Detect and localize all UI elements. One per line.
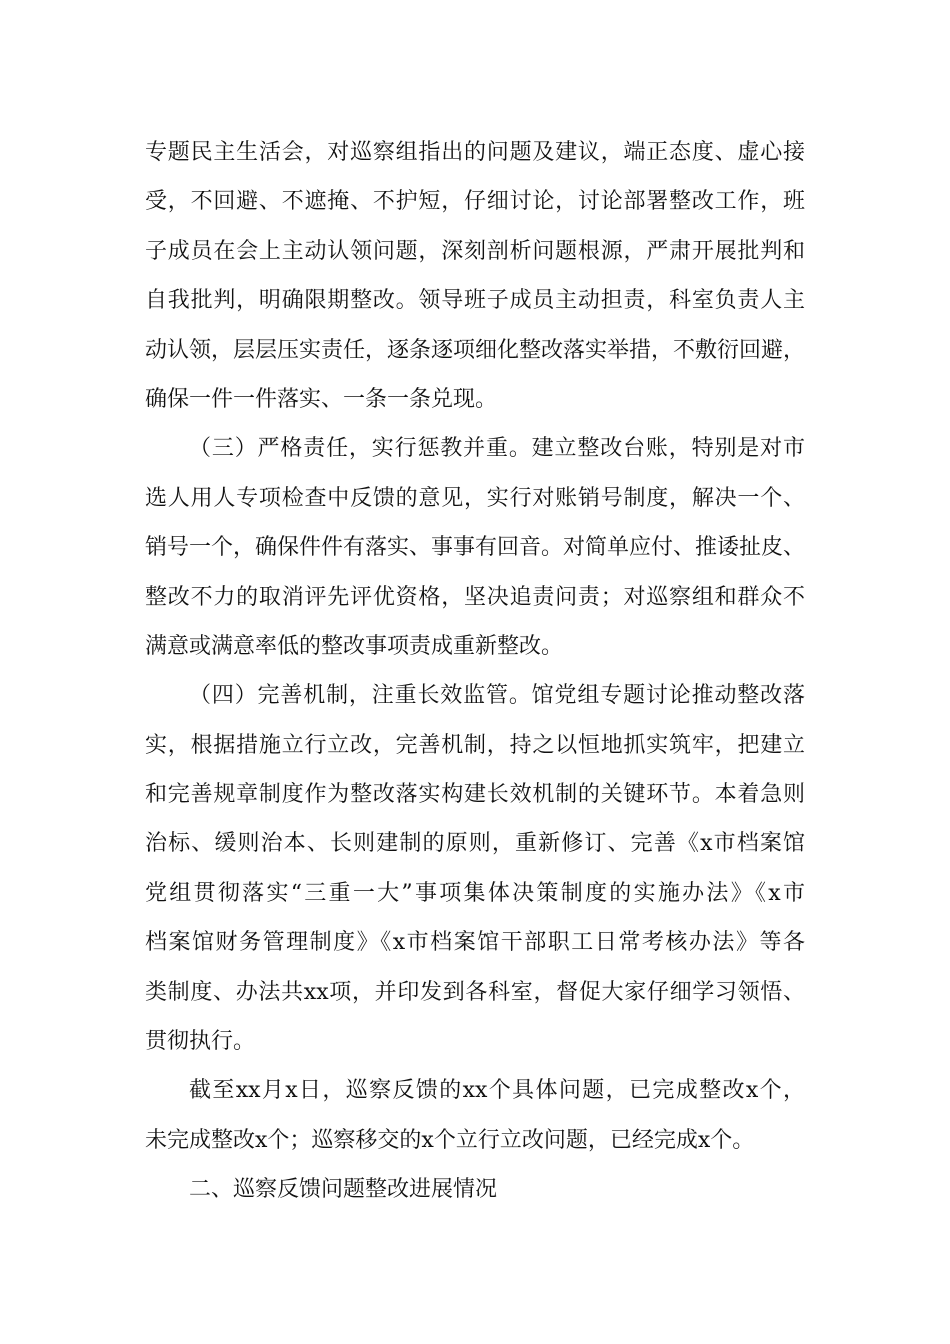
text-line: 专题民主生活会，对巡察组指出的问题及建议，端正态度、虚心接: [145, 140, 805, 165]
text-line: 确保一件一件落实、一条一条兑现。: [145, 386, 498, 412]
text-line: 类制度、办法共xx项，并印发到各科室，督促大家仔细学习领悟、: [145, 979, 805, 1005]
text-line: 自我批判，明确限期整改。领导班子成员主动担责，科室负责人主: [145, 288, 805, 314]
text-line: 整改不力的取消评先评优资格，坚决追责问责；对巡察组和群众不: [145, 584, 805, 610]
text-line: 党组贯彻落实“三重一大”事项集体决策制度的实施办法》《x市: [145, 880, 805, 906]
document-body: [145, 128, 805, 1215]
text-line: 子成员在会上主动认领问题，深刻剖析问题根源，严肃开展批判和: [145, 238, 805, 264]
text-line: 治标、缓则治本、长则建制的原则，重新修订、完善《x市档案馆: [145, 831, 805, 857]
text-line: 未完成整改x个；巡察移交的x个立行立改问题，已经完成x个。: [145, 1127, 755, 1153]
text-line: 贯彻执行。: [145, 1029, 256, 1055]
text-line: 满意或满意率低的整改事项责成重新整改。: [145, 633, 564, 659]
text-line: 和完善规章制度作为整改落实构建长效机制的关键环节。本着急则: [145, 782, 805, 808]
paragraph-1: [145, 128, 805, 424]
section-heading: [145, 1165, 805, 1214]
paragraph-2: [145, 424, 805, 671]
paragraph-4: [145, 1066, 805, 1165]
text-line: 实，根据措施立行立改，完善机制，持之以恒地抓实筑牢，把建立: [145, 732, 805, 758]
text-line: （四）完善机制，注重长效监管。馆党组专题讨论推动整改落: [189, 683, 805, 709]
text-line: 二、巡察反馈问题整改进展情况: [189, 1177, 498, 1203]
text-line: （三）严格责任，实行惩教并重。建立整改台账，特别是对市: [189, 436, 805, 462]
text-line: 档案馆财务管理制度》《x市档案馆干部职工日常考核办法》等各: [145, 930, 805, 956]
text-line: 动认领，层层压实责任，逐条逐项细化整改落实举措，不敷衍回避，: [145, 337, 806, 363]
text-line: 销号一个，确保件件有落实、事事有回音。对简单应付、推诿扯皮、: [145, 535, 806, 561]
text-line: 选人用人专项检查中反馈的意见，实行对账销号制度，解决一个、: [145, 485, 805, 511]
text-line: 截至xx月x日，巡察反馈的xx个具体问题，已完成整改x个，: [189, 1078, 805, 1104]
paragraph-3: [145, 671, 805, 1066]
text-line: 受，不回避、不遮掩、不护短，仔细讨论，讨论部署整改工作，班: [145, 189, 805, 215]
